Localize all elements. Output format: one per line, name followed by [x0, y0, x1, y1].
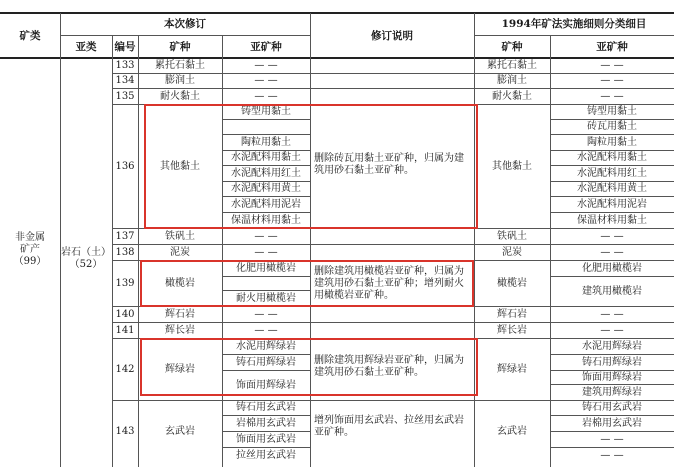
kind-cell — [0, 230, 60, 270]
sub-136-5: 水泥配料用红土 — [231, 167, 301, 179]
ref-sub-137: — — — [600, 230, 624, 242]
ref-sub-141: — — — [600, 324, 624, 336]
ref-sub-142-4: 建筑用辉绿岩 — [582, 386, 642, 398]
header-ref-1994: 1994年矿法实施细则分类细目 — [501, 18, 647, 30]
mineral-137: 铁矾土 — [165, 230, 195, 242]
mineral-140: 辉石岩 — [165, 308, 195, 320]
ref-mineral-139: 橄榄岩 — [497, 277, 527, 289]
ref-sub-136-5: 水泥配料用红土 — [577, 167, 647, 179]
ref-sub-142-1: 水泥用辉绿岩 — [582, 340, 642, 352]
ref-mineral-136: 其他黏土 — [492, 160, 532, 172]
sub-136-7: 水泥配料用泥岩 — [231, 198, 301, 210]
header-ref-sub-mineral: 亚矿种 — [596, 41, 628, 53]
note-139: 删除建筑用橄榄岩亚矿种，归属为建筑用砂石黏土亚矿种；增列耐火用橄榄岩亚矿种。 — [314, 266, 464, 301]
kind-line-1: 非金属 — [15, 232, 45, 243]
sub-136-4: 水泥配料用黏土 — [231, 152, 301, 163]
ref-mineral-133: 累托石黏土 — [487, 59, 537, 71]
sub-134: — — — [254, 75, 278, 86]
ref-sub-143-3: — — — [600, 433, 624, 445]
sub-143-1: 铸石用玄武岩 — [236, 402, 296, 413]
kind-line-2: 矿产 — [20, 244, 40, 255]
code-139: 139 — [115, 277, 135, 289]
mineral-133: 累托石黏土 — [155, 59, 205, 71]
sub-139-3: 耐火用橄榄岩 — [236, 292, 296, 304]
code-141: 141 — [115, 324, 135, 336]
sub-139-2 — [222, 277, 310, 290]
sub-142-3: 饰面用辉绿岩 — [236, 379, 296, 391]
ref-sub-142-3: 饰面用辉绿岩 — [582, 371, 642, 383]
header-mineral: 矿种 — [169, 41, 191, 53]
ref-sub-133: — — — [600, 59, 624, 71]
ref-sub-136-1: 铸型用黏土 — [587, 106, 637, 117]
mineral-142: 辉绿岩 — [165, 363, 195, 375]
mineral-134: 膨润土 — [165, 75, 195, 86]
ref-mineral-137: 铁矾土 — [497, 230, 527, 242]
sub-139-1: 化肥用橄榄岩 — [236, 262, 296, 274]
note-136: 删除砖瓦用黏土亚矿种，归属为建筑用砂石黏土亚矿种。 — [314, 153, 464, 176]
ref-mineral-135: 耐火黏土 — [492, 90, 532, 102]
ref-sub-134: — — — [600, 75, 624, 86]
sub-136-1: 铸型用黏土 — [241, 106, 291, 117]
header-subclass: 亚类 — [75, 41, 97, 53]
sub-137: — — — [254, 230, 278, 242]
header-sub-mineral: 亚矿种 — [250, 41, 282, 53]
code-140: 140 — [115, 308, 135, 320]
ref-mineral-138: 泥炭 — [502, 246, 522, 258]
code-142: 142 — [115, 363, 135, 375]
header-current-revision: 本次修订 — [164, 18, 206, 30]
sub-143-2: 岩棉用玄武岩 — [236, 417, 296, 429]
sub-138: — — — [254, 246, 278, 258]
ref-sub-143-1: 铸石用玄武岩 — [582, 402, 642, 413]
sub-142-2: 铸石用辉绿岩 — [236, 356, 296, 368]
code-134: 134 — [115, 75, 135, 86]
code-138: 138 — [115, 246, 135, 258]
sub-141: — — — [254, 324, 278, 336]
subclass-cell — [60, 244, 112, 274]
sub-136-3: 陶粒用黏土 — [241, 136, 291, 148]
sub-136-6: 水泥配料用黄土 — [231, 183, 301, 194]
ref-sub-139-2: 建筑用橄榄岩 — [582, 285, 642, 297]
header-ref-mineral: 矿种 — [501, 41, 523, 53]
header-kind: 矿类 — [19, 29, 41, 42]
ref-mineral-142: 辉绿岩 — [497, 363, 527, 375]
ref-mineral-141: 辉长岩 — [497, 324, 527, 336]
sub-135: — — — [254, 90, 278, 102]
ref-sub-136-2: 砖瓦用黏土 — [587, 121, 637, 132]
sub-140: — — — [254, 308, 278, 320]
mineral-138: 泥炭 — [170, 246, 190, 258]
mineral-139: 橄榄岩 — [165, 277, 195, 289]
ref-mineral-143: 玄武岩 — [497, 426, 527, 437]
code-133: 133 — [115, 59, 135, 71]
header-code: 编号 — [114, 41, 136, 53]
sub-133: — — — [254, 59, 278, 71]
ref-sub-136-3: 陶粒用黏土 — [587, 136, 637, 148]
ref-sub-136-8: 保温材料用黏土 — [577, 214, 647, 226]
mineral-135: 耐火黏土 — [160, 90, 200, 102]
code-143: 143 — [115, 426, 135, 437]
note-143: 增列饰面用玄武岩、拉丝用玄武岩亚矿种。 — [314, 415, 464, 438]
code-136: 136 — [115, 160, 135, 172]
mineral-143: 玄武岩 — [165, 426, 195, 437]
ref-mineral-134: 膨润土 — [497, 75, 527, 86]
ref-sub-142-2: 铸石用辉绿岩 — [582, 356, 642, 368]
ref-sub-136-7: 水泥配料用泥岩 — [577, 198, 647, 210]
ref-sub-143-2: 岩棉用玄武岩 — [582, 417, 642, 429]
kind-line-3: （99） — [13, 256, 47, 267]
mineral-136: 其他黏土 — [160, 160, 200, 172]
mineral-141: 辉长岩 — [165, 324, 195, 336]
subclass-line-1: 岩石（土） — [61, 247, 111, 258]
sub-136-8: 保温材料用黏土 — [231, 214, 301, 226]
subclass-line-2: （52） — [69, 259, 103, 270]
ref-mineral-140: 辉石岩 — [497, 308, 527, 320]
ref-sub-143-4: — — — [600, 450, 624, 461]
sub-143-3: 饰面用玄武岩 — [236, 433, 296, 445]
code-135: 135 — [115, 90, 135, 102]
ref-sub-138: — — — [600, 246, 624, 258]
sub-142-1: 水泥用辉绿岩 — [236, 340, 296, 352]
ref-sub-135: — — — [600, 90, 624, 102]
ref-sub-136-4: 水泥配料用黏土 — [577, 152, 647, 163]
header-revision-note: 修订说明 — [371, 29, 413, 42]
ref-sub-139-1: 化肥用橄榄岩 — [582, 262, 642, 274]
code-137: 137 — [115, 230, 135, 242]
note-142: 删除建筑用辉绿岩亚矿种，归属为建筑用砂石黏土亚矿种。 — [314, 355, 464, 378]
sub-136-2 — [222, 120, 310, 134]
sub-143-4: 拉丝用玄武岩 — [236, 450, 296, 461]
ref-sub-136-6: 水泥配料用黄土 — [577, 183, 647, 194]
ref-sub-140: — — — [600, 308, 624, 320]
